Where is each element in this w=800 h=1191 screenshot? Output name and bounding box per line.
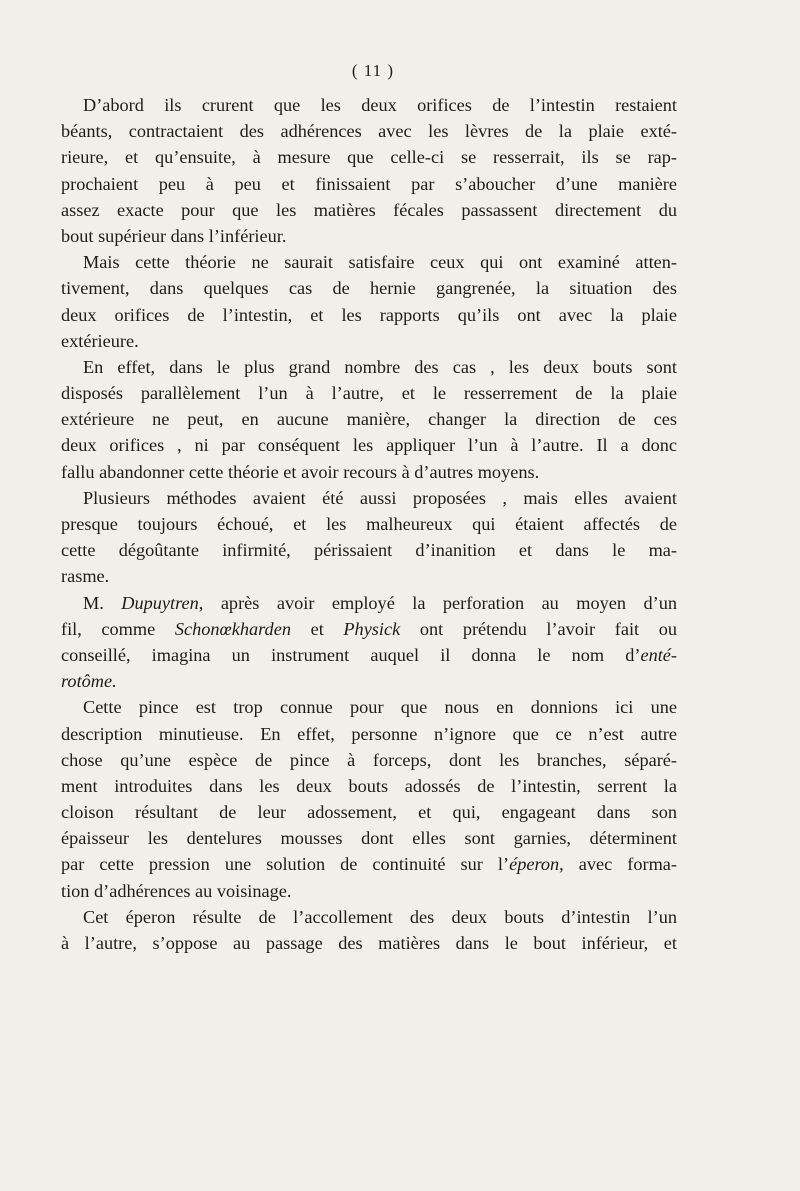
text-run: tion d’adhérences au voisinage. <box>61 880 292 901</box>
text-line <box>61 590 677 616</box>
paragraph <box>61 354 677 485</box>
text-line <box>61 354 677 380</box>
text-run: Plusieurs méthodes avaient été aussi proposées , mais elles avaient <box>83 487 677 508</box>
text-run: par cette pression une solution de continuité sur l’ <box>61 854 510 875</box>
text-run: conseillé, imagina un instrument auquel il donna le nom d’ <box>61 644 641 665</box>
paragraph <box>61 590 677 695</box>
text-line <box>61 275 677 301</box>
text-line <box>61 747 677 773</box>
italic-text: éperon <box>509 854 560 875</box>
text-line <box>61 249 677 275</box>
paragraph <box>61 92 677 249</box>
text-run: D’abord ils crurent que les deux orifices de l’intestin restaient <box>83 95 677 115</box>
text-run: description minutieuse. En effet, personne n’ignore que ce n’est autre <box>61 723 677 744</box>
text-line <box>61 721 677 747</box>
text-line <box>61 302 677 328</box>
text-run: assez exacte pour que les matières fécales passassent directement du <box>61 199 677 220</box>
page-number: ( 11 ) <box>351 61 395 80</box>
text-run: et <box>290 618 344 639</box>
text-line <box>61 616 677 642</box>
text-line <box>61 197 677 223</box>
text-run: rasme. <box>61 566 110 587</box>
text-line <box>61 223 677 249</box>
text-line <box>61 904 677 930</box>
paragraph <box>61 904 677 956</box>
text-line <box>61 799 677 825</box>
text-run: épaisseur les dentelures mousses dont elles sont garnies, déterminent <box>61 828 677 849</box>
text-run: cette dégoûtante infirmité, périssaient d’inanition et dans le ma- <box>61 540 677 561</box>
text-run: deux orifices de l’intestin, et les rapports qu’ils ont avec la plaie <box>61 304 677 325</box>
text-run: , avec forma- <box>559 854 677 875</box>
text-line <box>61 930 677 956</box>
text-line <box>61 668 677 694</box>
text-run: à l’autre, s’oppose au passage des matières dans le bout inférieur, et <box>61 933 677 953</box>
text-run: deux orifices , ni par conséquent les appliquer l’un à l’autre. Il a donc <box>61 435 677 456</box>
paragraph <box>61 485 677 590</box>
text-run: disposés parallèlement l’un à l’autre, et le resserrement de la plaie <box>61 383 677 404</box>
text-line <box>61 406 677 432</box>
text-line <box>61 485 677 511</box>
text-run: fallu abandonner cette théorie et avoir recours à d’autres moyens. <box>61 461 540 482</box>
italic-text: Physick <box>343 618 401 639</box>
text-run: Cet éperon résulte de l’accollement des deux bouts d’intestin l’un <box>83 906 677 927</box>
text-run: prochaient peu à peu et finissaient par s’aboucher d’une manière <box>61 173 677 194</box>
text-line <box>61 537 677 563</box>
text-line <box>61 563 677 589</box>
text-line <box>61 92 677 118</box>
text-run: tivement, dans quelques cas de hernie gangrenée, la situation des <box>61 278 677 299</box>
text-line <box>61 511 677 537</box>
text-run: ont prétendu l’avoir fait ou <box>400 618 677 639</box>
italic-text: Schonœkharden <box>174 618 291 639</box>
paragraph <box>61 249 677 354</box>
text-line <box>61 851 677 877</box>
text-line <box>61 144 677 170</box>
text-run: cloison résultant de leur adossement, et qui, engageant dans son <box>61 802 677 823</box>
text-line <box>61 432 677 458</box>
italic-text: rotôme. <box>61 671 117 692</box>
paragraph <box>61 694 677 904</box>
text-run: chose qu’une espèce de pince à forceps, dont les branches, séparé- <box>61 749 677 770</box>
text-run: béants, contractaient des adhérences avec les lèvres de la plaie exté- <box>61 121 677 142</box>
text-line <box>61 825 677 851</box>
text-line <box>61 459 677 485</box>
text-run: , après avoir employé la perforation au moyen d’un <box>198 592 677 613</box>
text-run: rieure, et qu’ensuite, à mesure que celle-ci se resserrait, ils se rap- <box>61 147 677 168</box>
text-line <box>61 773 677 799</box>
text-line <box>61 642 677 668</box>
text-run: extérieure ne peut, en aucune manière, changer la direction de ces <box>61 409 677 430</box>
text-run: fil, comme <box>61 618 175 639</box>
text-run: extérieure. <box>61 330 139 351</box>
text-run: Cette pince est trop connue pour que nous en donnions ici une <box>83 697 677 718</box>
text-line <box>61 171 677 197</box>
italic-text: Dupuytren <box>121 592 199 613</box>
text-line <box>61 878 677 904</box>
text-run: ment introduites dans les deux bouts adossés de l’intestin, serrent la <box>61 775 677 796</box>
italic-text: enté- <box>640 644 677 665</box>
text-run: En effet, dans le plus grand nombre des cas , les deux bouts sont <box>83 356 677 377</box>
text-run: M. <box>83 592 122 613</box>
text-line <box>61 694 677 720</box>
text-run: Mais cette théorie ne saurait satisfaire ceux qui ont examiné atten- <box>83 252 677 273</box>
text-line <box>61 380 677 406</box>
body-text <box>61 92 677 956</box>
text-run: presque toujours échoué, et les malheureux qui étaient affectés de <box>61 514 677 534</box>
text-run: bout supérieur dans l’inférieur. <box>61 225 287 246</box>
text-line <box>61 328 677 354</box>
text-line <box>61 118 677 144</box>
